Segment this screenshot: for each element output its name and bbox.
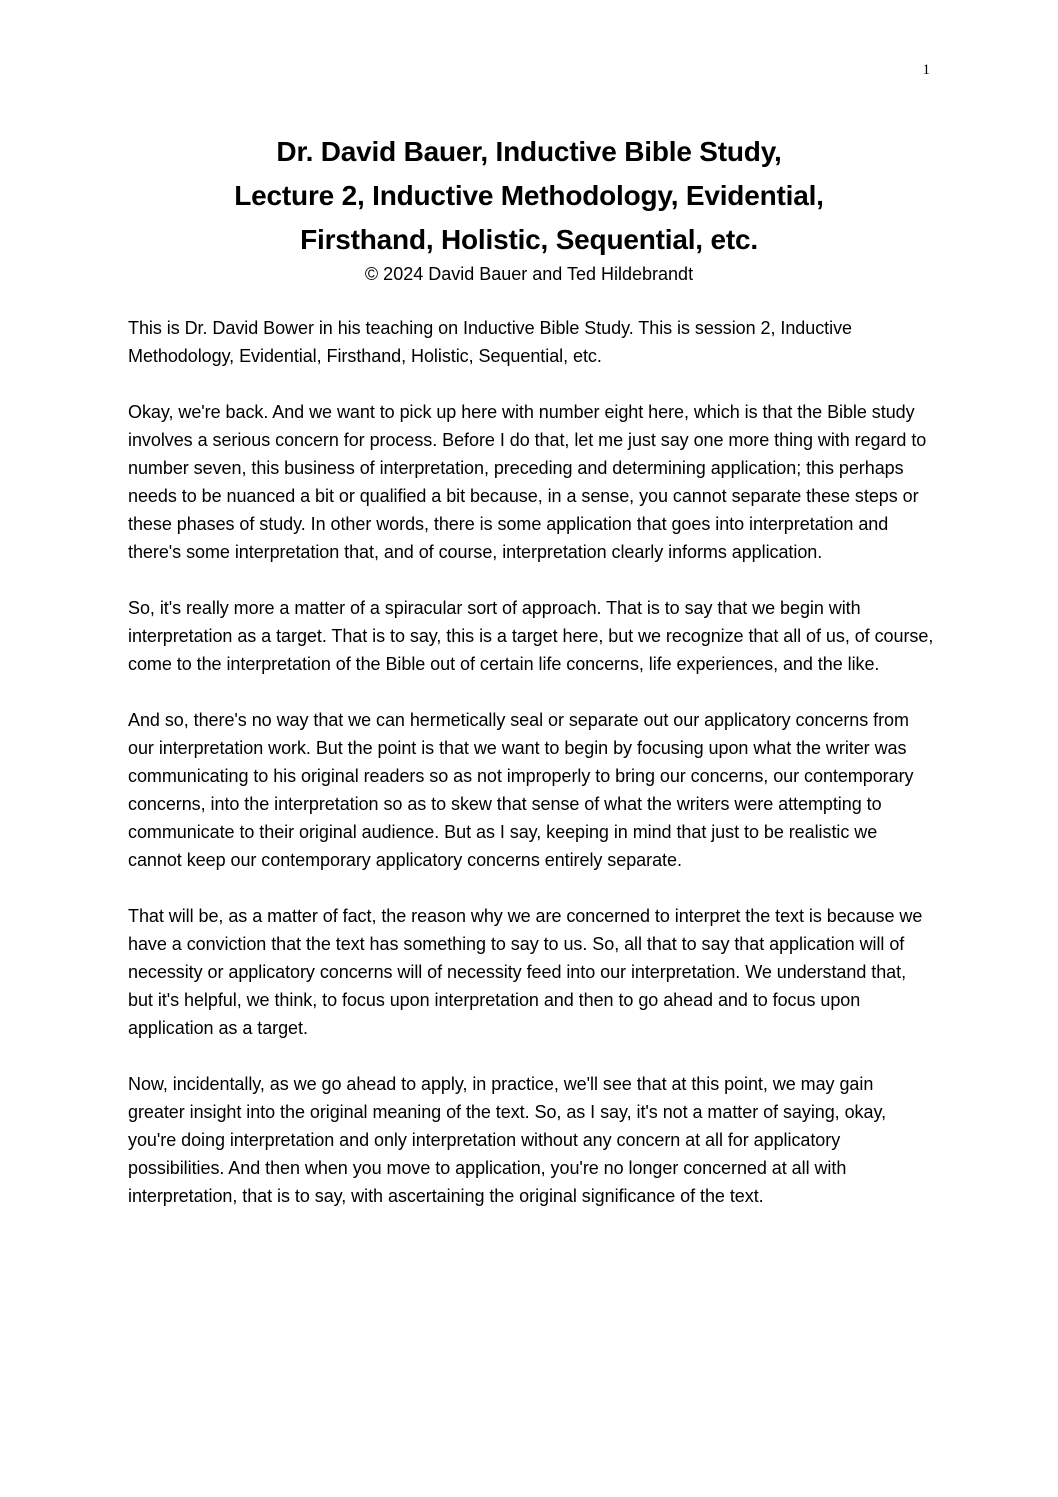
document-title-line-2: Lecture 2, Inductive Methodology, Evidential, bbox=[234, 180, 824, 211]
document-body bbox=[128, 314, 934, 1238]
paragraph-intro: This is Dr. David Bower in his teaching on Inductive Bible Study. This is session 2, Inductive Methodology, Evidential, Firsthand, Holistic, Sequential, etc. bbox=[128, 318, 852, 366]
paragraph-apply: Now, incidentally, as we go ahead to apply, in practice, we'll see that at this point, we may gain greater insight into the original meaning of the text. So, as I say, it's not a matter of saying, okay, you're doing interpretation and only interpretation without any concern at all for applicatory possibilities. And then when you move to application, you're no longer concerned at all with interpretation, that is to say, with ascertaining the original significance of the text. bbox=[128, 1074, 887, 1206]
document-title-line-1: Dr. David Bauer, Inductive Bible Study, bbox=[276, 136, 782, 167]
paragraph-process: Okay, we're back. And we want to pick up here with number eight here, which is that the Bible study involves a serious concern for process. Before I do that, let me just say one more thing with regard to number seven, this business of interpretation, preceding and determining application; this perhaps needs to be nuanced a bit or qualified a bit because, in a sense, you cannot separate these steps or these phases of study. In other words, there is some application that goes into interpretation and there's some interpretation that, and of course, interpretation clearly informs application. bbox=[128, 402, 927, 562]
paragraph-conviction: That will be, as a matter of fact, the reason why we are concerned to interpret the text is because we have a conviction that the text has something to say to us. So, all that to say that application will of necessity or applicatory concerns will of necessity feed into our interpretation. We understand that, but it's helpful, we think, to focus upon interpretation and then to go ahead and to focus upon application as a target. bbox=[128, 906, 923, 1038]
document-title-line-3: Firsthand, Holistic, Sequential, etc. bbox=[300, 224, 758, 255]
page-number: 1 bbox=[922, 62, 930, 78]
copyright-notice: © 2024 David Bauer and Ted Hildebrandt bbox=[364, 264, 694, 284]
paragraph-spiracular: So, it's really more a matter of a spiracular sort of approach. That is to say that we begin with interpretation as a target. That is to say, this is a target here, but we recognize that all of us, of course, come to the interpretation of the Bible out of certain life concerns, life experiences, and the like. bbox=[128, 598, 934, 674]
document-header bbox=[128, 130, 930, 288]
paragraph-hermetic-seal: And so, there's no way that we can hermetically seal or separate out our applicatory concerns from our interpretation work. But the point is that we want to begin by focusing upon what the writer was communicating to his original readers so as not improperly to bring our concerns, our contemporary concerns, into the interpretation so as to skew that sense of what the writers were attempting to communicate to their original audience. But as I say, keeping in mind that just to be realistic we cannot keep our contemporary applicatory concerns entirely separate. bbox=[128, 710, 914, 870]
